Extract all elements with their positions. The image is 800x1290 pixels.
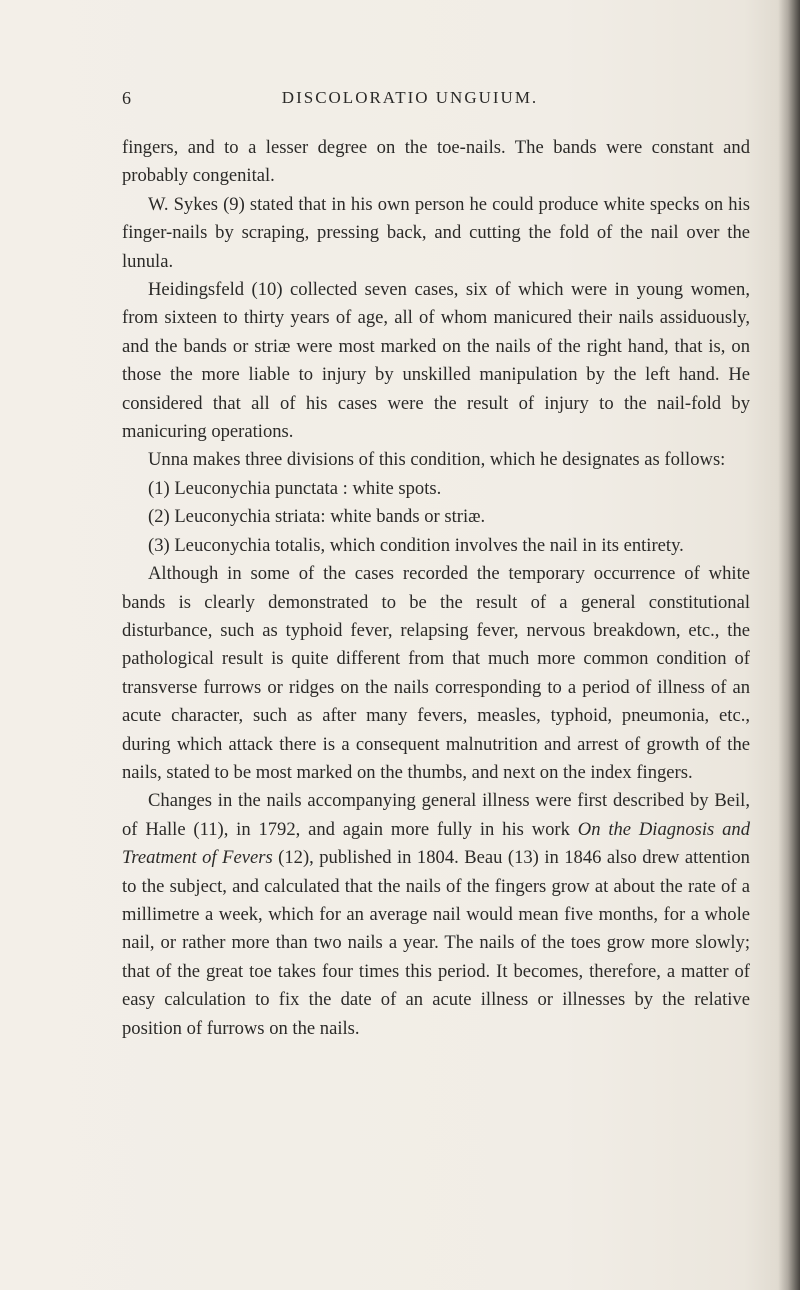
list-item-striata: (2) Leuconychia striata: white bands or striæ. — [148, 506, 486, 528]
paragraph-changes — [122, 787, 750, 1043]
paragraph-sykes: W. Sykes (9) stated that in his own person he could produce white specks on his finger-nails by scraping, pressing back, and cutting the fold of the nail over the lunula. — [122, 193, 750, 272]
paragraph-white-bands: Although in some of the cases recorded the temporary occurrence of white bands is clearly demonstrated to be the result of a general constitutional disturbance, such as typhoid fever, relapsing fever, nervous breakdown, etc., the pathological result is quite different from that much more common condition of transverse furrows or ridges on the nails corresponding to a period of illness of an acute character, such as after many fevers, measles, typhoid, pneumonia, etc., during which attack there is a consequent malnutrition and arrest of growth of the nails, stated to be most marked on the thumbs, and next on the index fingers. — [122, 563, 750, 783]
running-head: DISCOLORATIO UNGUIUM. — [281, 88, 539, 107]
page-edge-shadow — [778, 0, 800, 1290]
paragraph-unna: Unna makes three divisions of this condition, which he designates as follows: — [148, 449, 726, 471]
changes-text-before: Changes in the nails accompanying general illness were first described by Beil, of Halle (11), in 1792, and again more fully in his work — [122, 790, 750, 840]
changes-text-after: (12), published in 1804. Beau (13) in 1846 also drew attention to the subject, and calculated that the nails of the fingers grow at about the rate of a millimetre a week, which for an average nail would mean five months, for a whole nail, or rather more than two nails a year. The nails of the toes grow more slowly; that of the great toe takes four times this period. It becomes, therefore, a matter of easy calculation to fix the date of an acute illness or illnesses by the relative position of furrows on the nails. — [122, 847, 750, 1039]
page-number: 6 — [122, 88, 132, 108]
book-title: On the Diagnosis and Treatment of Fevers — [122, 818, 751, 869]
list-item-totalis: (3) Leuconychia totalis, which condition involves the nail in its entirety. — [148, 534, 684, 556]
body-text — [122, 134, 750, 1043]
page-header — [0, 88, 800, 118]
paragraph-continuation: fingers, and to a lesser degree on the toe-nails. The bands were constant and probably congenital. — [122, 137, 750, 187]
list-item-punctata: (1) Leuconychia punctata : white spots. — [148, 477, 442, 499]
paragraph-heidingsfeld: Heidingsfeld (10) collected seven cases, six of which were in young women, from sixteen to thirty years of age, all of whom manicured their nails assiduously, and the bands or striæ were most marked on the nails of the right hand, that is, on those the more liable to injury by unskilled manipulation by the left hand. He considered that all of his cases were the result of injury to the nail-fold by manicuring operations. — [122, 279, 750, 443]
